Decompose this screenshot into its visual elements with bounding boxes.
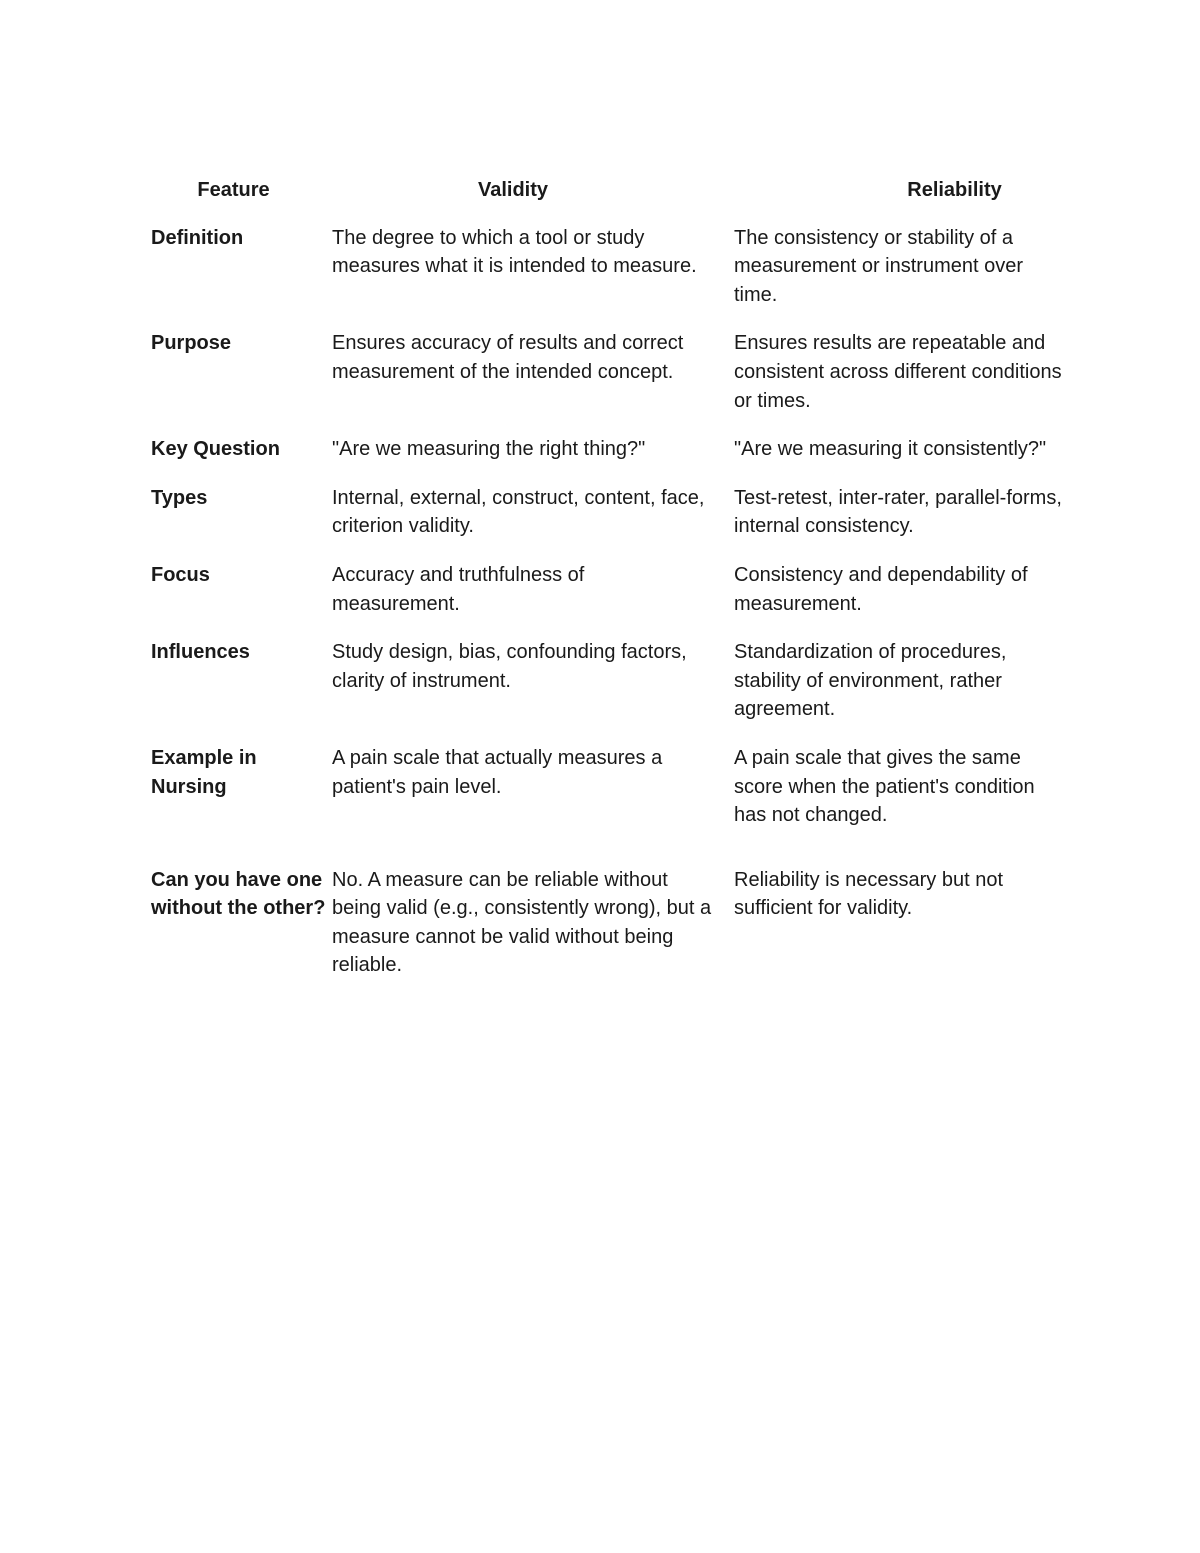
row-validity-example: A pain scale that actually measures a patient's pain level. <box>332 746 663 798</box>
row-validity-key-question: "Are we measuring the right thing?" <box>332 438 646 461</box>
row-reliability-purpose: Ensures results are repeatable and consistent across different conditions or times. <box>734 332 1062 412</box>
header-reliability <box>734 176 1071 224</box>
header-feature <box>151 176 332 224</box>
row-feature-key-question: Key Question <box>151 438 280 461</box>
row-feature-types: Types <box>151 486 208 509</box>
row-feature-influences: Influences <box>151 641 250 664</box>
header-validity <box>332 176 734 224</box>
row-validity-definition: The degree to which a tool or study measures what it is intended to measure. <box>332 226 697 278</box>
row-reliability-types: Test-retest, inter-rater, parallel-forms, internal consistency. <box>734 486 1062 538</box>
table-row <box>151 561 1071 638</box>
row-feature-purpose: Purpose <box>151 332 232 355</box>
row-reliability-one-without-other: Reliability is necessary but not sufficient for validity. <box>734 868 1004 920</box>
header-feature-label: Feature <box>197 179 270 201</box>
row-feature-focus: Focus <box>151 563 210 586</box>
table-row <box>151 329 1071 435</box>
row-validity-focus: Accuracy and truthfulness of measurement. <box>332 563 585 615</box>
table-row <box>151 484 1071 561</box>
row-validity-one-without-other: No. A measure can be reliable without being valid (e.g., consistently wrong), but a measure cannot be valid without being reliable. <box>332 868 712 977</box>
comparison-table <box>151 176 1071 1000</box>
table-row <box>151 224 1071 330</box>
row-feature-example: Example in Nursing <box>151 746 257 798</box>
row-validity-types: Internal, external, construct, content, face, criterion validity. <box>332 486 705 538</box>
row-reliability-definition: The consistency or stability of a measurement or instrument over time. <box>734 226 1024 306</box>
row-reliability-example: A pain scale that gives the same score when the patient's condition has not changed. <box>734 746 1035 827</box>
row-reliability-key-question: "Are we measuring it consistently?" <box>734 438 1047 461</box>
row-reliability-influences: Standardization of procedures, stability of environment, rather agreement. <box>734 641 1007 721</box>
table-row <box>151 638 1071 744</box>
header-validity-label: Validity <box>477 179 549 201</box>
table-row <box>151 866 1071 1000</box>
table-row <box>151 435 1071 484</box>
table-row <box>151 744 1071 866</box>
row-validity-influences: Study design, bias, confounding factors, clarity of instrument. <box>332 641 687 692</box>
row-feature-definition: Definition <box>151 226 244 249</box>
header-reliability-label: Reliability <box>907 179 1002 201</box>
row-validity-purpose: Ensures accuracy of results and correct measurement of the intended concept. <box>332 332 684 383</box>
table-header-row <box>151 176 1071 224</box>
row-reliability-focus: Consistency and dependability of measurement. <box>734 563 1028 615</box>
row-feature-one-without-other: Can you have one without the other? <box>151 868 326 920</box>
